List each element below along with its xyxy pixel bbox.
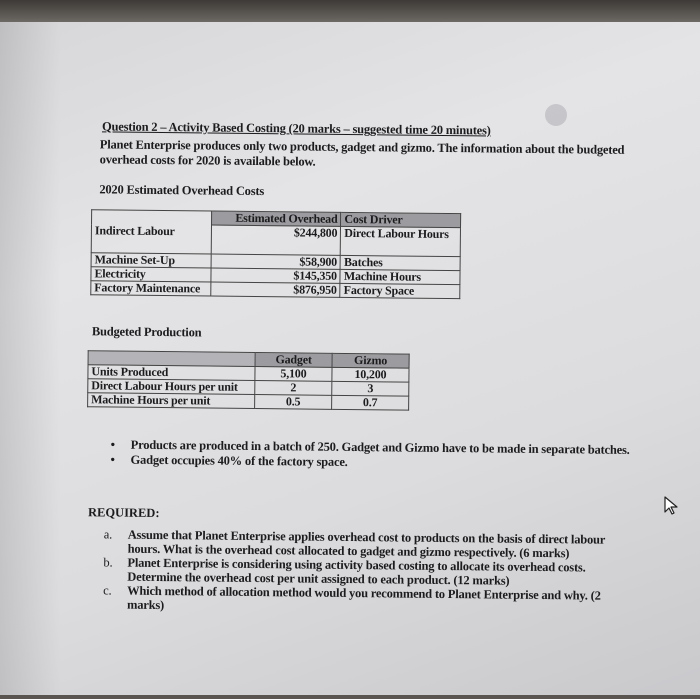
gizmo-value: 10,200 [332,367,409,382]
cost-driver: Batches [340,255,460,270]
item-marker: b. [103,555,113,570]
gizmo-value: 3 [332,381,409,396]
gadget-value: 2 [255,381,332,396]
header-cell: Estimated Overhead [211,211,341,226]
cost-item: Indirect Labour [91,224,211,254]
table-row [91,224,460,256]
header-cell: Gadget [255,353,332,368]
table-row [91,280,460,298]
cost-amount: $58,900 [211,254,341,269]
cost-driver: Factory Space [340,283,460,298]
cost-driver: Machine Hours [340,269,460,284]
gizmo-value: 0.7 [332,395,409,410]
list-item: • Products are produced in a batch of 250. Gadget and Gizmo have to be made in separate batches. [111,438,651,459]
item-marker: c. [103,583,112,598]
cost-driver: Direct Labour Hours [341,226,461,256]
row-label: Machine Hours per unit [88,393,255,409]
row-label: Direct Labour Hours per unit [88,379,255,395]
gadget-value: 5,100 [255,367,332,382]
question-intro: Planet Enterprise produces only two products, gadget and gizmo. The information about the budgeted overhead costs for 2020 is available below. [99,137,625,169]
table-row [88,393,409,410]
question-content [0,18,700,698]
item-marker: a. [103,527,113,542]
header-cell: Cost Driver [341,212,461,227]
cost-amount: $145,350 [210,268,340,283]
row-label: Units Produced [88,365,255,381]
cost-item: Machine Set-Up [91,252,211,267]
item-text: Planet Enterprise is considering using activity based costing to allocate its overhead costs. Determine the overhead cost per unit assigned to each product. (12 marks) [127,555,586,588]
cost-item: Electricity [91,266,211,281]
required-item-c [103,583,613,616]
required-title: REQUIRED: [87,505,160,521]
overhead-costs-table [90,209,461,298]
list-item: • Gadget occupies 40% of the factory space. [110,453,650,474]
budget-section-title: Budgeted Production [91,324,202,340]
mouse-pointer-icon [662,496,680,516]
question-heading: Question 2 – Activity Based Costing (20 marks – suggested time 20 minutes) [101,119,491,138]
gadget-value: 0.5 [255,395,332,410]
cost-amount: $876,950 [210,282,340,297]
header-cell: Gizmo [332,353,409,368]
notes-list [110,438,650,474]
document-page [0,22,700,695]
item-text: Which method of allocation method would you recommend to Planet Enterprise and why. (2 marks) [126,583,601,613]
cost-item: Factory Maintenance [91,280,211,295]
required-list [103,527,614,616]
overhead-section-title: 2020 Estimated Overhead Costs [99,182,265,199]
item-text: Assume that Planet Enterprise applies overhead cost to products on the basis of direct labour hours. What is the overhead cost allocated to gadget and gizmo respectively. (6 marks) [127,527,606,561]
cost-amount: $244,800 [211,225,341,255]
budgeted-production-table [87,350,410,410]
